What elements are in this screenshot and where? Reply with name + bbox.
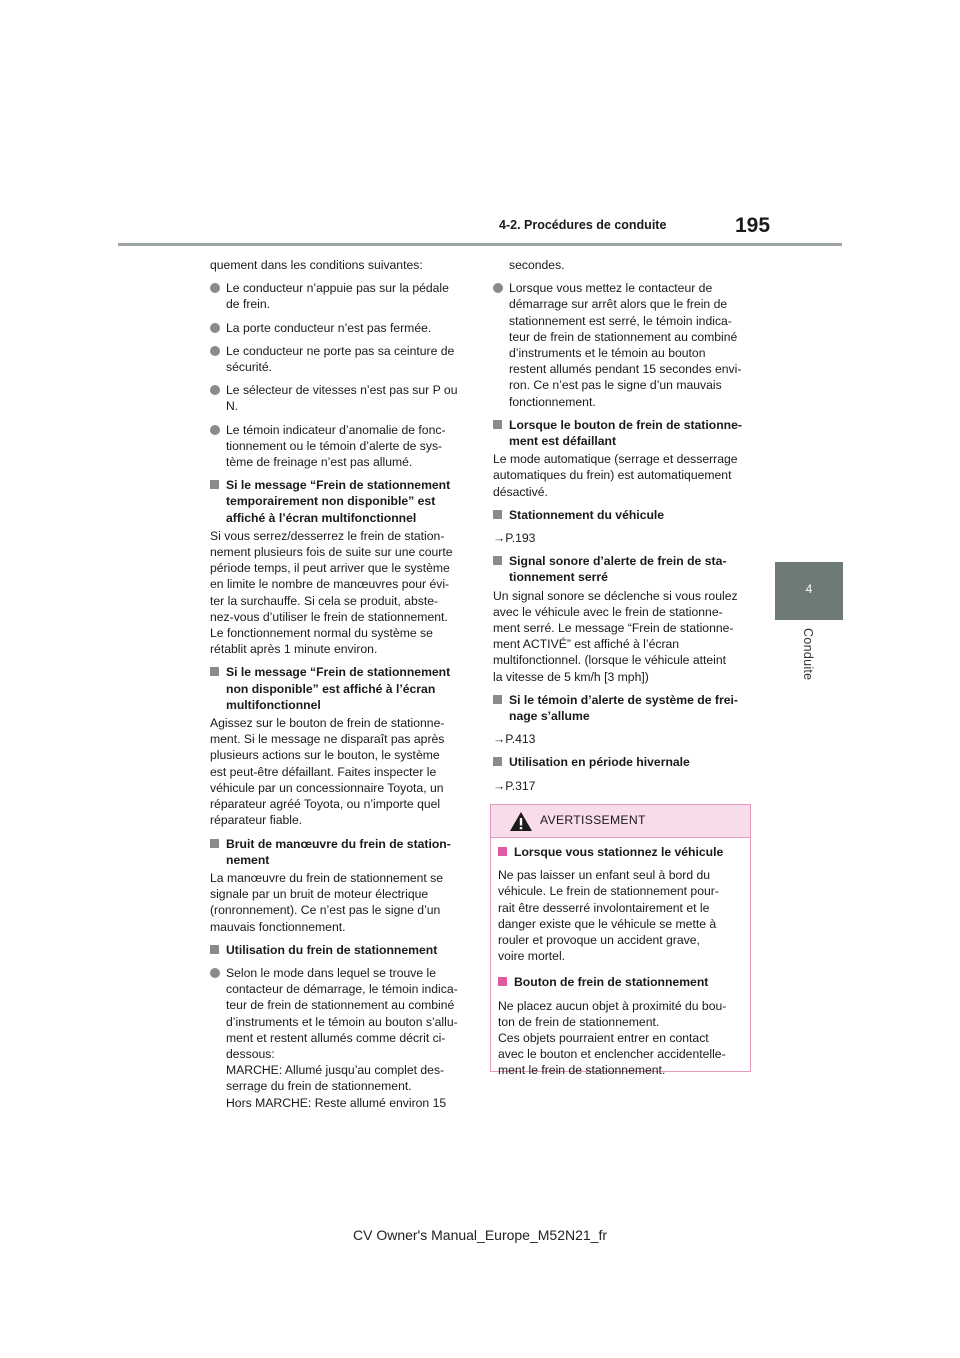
chapter-label: Conduite (801, 628, 815, 681)
square-bullet-icon (210, 945, 219, 954)
body-text: Si vous serrez/desserrez le frein de station- nement plusieurs fois de suite sur une courte période temps, il peut arriver que le système en limite le nombre de manœuvres pour évi- ter la surchauffe. Si cela se produit, abste- nez-vous d’utiliser le frein de stationnement. Le fonctionnement normal du système se rétablit après 1 minute environ. (210, 528, 453, 657)
bullet-text: La porte conducteur n’est pas fermée. (226, 320, 432, 335)
heading-text: Bouton de frein de stationnement (514, 975, 709, 990)
bullet-icon (493, 283, 503, 293)
section-heading (493, 553, 757, 585)
body-text: La manœuvre du frein de stationnement se signale par un bruit de moteur électrique (ronronnement). Ce n’est pas le signe d’un mauvais fonctionnement. (210, 870, 444, 934)
section-heading (210, 836, 470, 868)
square-bullet-icon (498, 847, 507, 856)
bullet-text: Le témoin indicateur d’anomalie de fonc- tionnement ou le témoin d’alerte de sys- tème de freinage n’est pas allumé. (226, 422, 446, 470)
page-reference: →P.413 (493, 732, 536, 747)
heading-text: Bruit de manœuvre du frein de station- nement (226, 836, 451, 867)
section-title: 4-2. Procédures de conduite (499, 218, 667, 232)
page-reference: →P.193 (493, 531, 536, 546)
section-heading (493, 754, 757, 770)
page-number: 195 (735, 214, 771, 237)
square-bullet-icon (493, 420, 502, 429)
bullet-text: Le sélecteur de vitesses n’est pas sur P ou N. (226, 383, 458, 414)
chapter-number: 4 (805, 582, 813, 596)
heading-text: Lorsque le bouton de frein de stationne- ment est défaillant (509, 417, 742, 449)
square-bullet-icon (493, 695, 502, 704)
heading-text: Lorsque vous stationnez le véhicule (514, 845, 724, 859)
warning-heading (498, 844, 742, 860)
bullet-icon (210, 346, 220, 356)
square-bullet-icon (493, 556, 502, 565)
header-divider (118, 243, 842, 246)
bullet-icon (210, 323, 220, 333)
square-bullet-icon (210, 480, 219, 489)
bullet-text: Selon le mode dans lequel se trouve le contacteur de démarrage, le témoin indica- teur de frein de stationnement au combiné d’instruments et le témoin au bouton s’allu- ment et restent allumés comme décrit ci- dessous: MARCHE: Allumé jusqu’au complet des- serrage du frein de stationnement. Hors MARCHE: Reste allumé environ 15 (226, 965, 458, 1110)
bullet-text: Lorsque vous mettez le contacteur de démarrage sur arrêt alors que le frein de stationnement est serré, le témoin indica- teur de frein de stationnement au combiné d’instruments et le témoin au bouton restent allumés pendant 15 secondes envi- ron. Ce n’est pas le signe d’un mauvais fonctionnement. (509, 281, 742, 409)
heading-text: Utilisation du frein de stationnement (226, 942, 438, 957)
section-heading (493, 507, 757, 523)
section-heading (210, 664, 470, 713)
heading-text: Stationnement du véhicule (509, 507, 665, 522)
page-reference: →P.317 (493, 778, 536, 793)
left-column (210, 257, 470, 1118)
bullet-item (210, 320, 470, 336)
heading-text: Si le message “Frein de stationnement temporairement non disponible” est affiché à l’écran multifonctionnel (226, 478, 451, 525)
bullet-item (210, 280, 470, 312)
warning-body (498, 838, 742, 1086)
square-bullet-icon (210, 839, 219, 848)
bullet-icon (210, 968, 220, 978)
section-heading (210, 477, 470, 526)
body-text: Agissez sur le bouton de frein de stationne- ment. Si le message ne disparaît pas après plusieurs actions sur le bouton, le système est peut-être défaillant. Faites inspecter le véhicule par un concessionnaire Toyota, un réparateur agréé Toyota, ou n’importe quel réparateur fiable. (210, 716, 445, 828)
bullet-item (210, 422, 470, 471)
bullet-text: Le conducteur ne porte pas sa ceinture de sécurité. (226, 343, 455, 375)
section-heading (493, 692, 757, 724)
heading-text: Si le message “Frein de stationnement non disponible” est affiché à l’écran multifonctionnel (226, 665, 451, 712)
body-text: secondes. (509, 258, 565, 272)
warning-text: Ne pas laisser un enfant seul à bord du véhicule. Le frein de stationnement pour- rait être desserré involontairement et le danger existe que le véhicule se mette à rouler et provoque un accident grave, voire mortel. (498, 868, 719, 964)
right-column (493, 257, 757, 801)
body-text: quement dans les conditions suivantes: (210, 258, 423, 272)
bullet-item (210, 382, 470, 414)
heading-text: Utilisation en période hivernale (509, 755, 690, 770)
bullet-icon (210, 425, 220, 435)
warning-header (491, 805, 750, 838)
square-bullet-icon (210, 667, 219, 676)
footer-manual-id: CV Owner's Manual_Europe_M52N21_fr (352, 1227, 608, 1243)
body-text: Le mode automatique (serrage et desserrage automatiques du frein) est automatiquement désactivé. (493, 452, 738, 499)
section-heading (210, 942, 470, 958)
heading-text: Si le témoin d’alerte de système de frei- nage s’allume (509, 692, 738, 724)
warning-box (490, 804, 751, 1078)
bullet-icon (210, 283, 220, 293)
square-bullet-icon (493, 757, 502, 766)
bullet-item (210, 343, 470, 375)
square-bullet-icon (498, 977, 507, 986)
warning-heading (498, 974, 742, 990)
bullet-item (493, 280, 757, 410)
bullet-item (210, 965, 470, 1111)
section-heading (493, 417, 757, 449)
warning-triangle-icon (509, 811, 533, 832)
heading-text: Signal sonore d’alerte de frein de sta- tionnement serré (509, 554, 727, 585)
body-text: Un signal sonore se déclenche si vous roulez avec le véhicule avec le frein de stationne- ment serré. Le message “Frein de stationne- ment ACTIVÉ” est affiché à l’écran multifonctionnel. (lorsque le véhicule atteint la vitesse de 5 km/h [3 mph]) (493, 588, 738, 684)
square-bullet-icon (493, 510, 502, 519)
bullet-text: Le conducteur n’appuie pas sur la pédale de frein. (226, 281, 449, 312)
warning-title: AVERTISSEMENT (540, 813, 646, 827)
bullet-icon (210, 385, 220, 395)
warning-text: Ne placez aucun objet à proximité du bou- ton de frein de stationnement. Ces objets pourraient entrer en contact avec le bouton et enclencher accidentelle- ment le frein de stationnement. (498, 998, 727, 1078)
